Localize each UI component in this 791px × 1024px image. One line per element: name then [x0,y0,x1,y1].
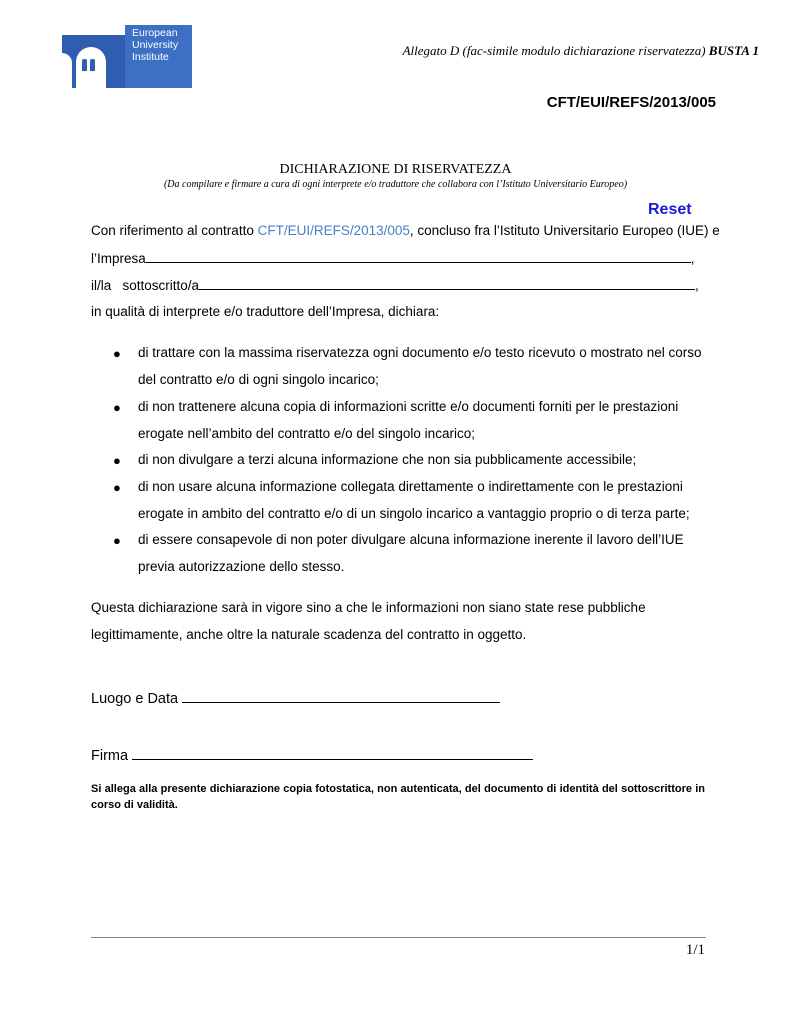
reference-number: CFT/EUI/REFS/2013/005 [546,94,716,111]
bullet-1-line-1: di trattare con la massima riservatezza ogni documento e/o testo ricevuto o mostrato nel corso [138,345,702,360]
bullet-icon: ● [113,480,121,495]
sottoscritto-line [91,277,699,293]
bullet-icon: ● [113,400,121,415]
impresa-label: l’Impresa [91,251,146,266]
eui-logo [62,25,192,88]
attachment-note: Si allega alla presente dichiarazione copia fotostatica, non autenticata, del documento di identità del sottoscrittore in corso di validità. [91,783,705,811]
busta-label: BUSTA 1 [708,43,759,58]
intro-line [91,223,720,238]
intro-prefix: Con riferimento al contratto [91,223,258,238]
firma-label: Firma [91,748,129,764]
document-subtitle: (Da compilare e firmare a cura di ogni interprete e/o traduttore che collabora con l’Istituto Universitario Europeo) [163,179,628,190]
impresa-line [91,250,695,266]
firma-line [91,746,533,764]
document-title: DICHIARAZIONE DI RISERVATEZZA [279,162,512,177]
validity-line-2: legittimamente, anche oltre la naturale scadenza del contratto in oggetto. [91,627,527,642]
eui-building-icon [62,25,125,88]
footer-divider [91,937,706,938]
bullet-4-line-1: di non usare alcuna informazione collegata direttamente o indirettamente con le prestazioni [138,479,683,494]
intro-suffix: , concluso fra l’Istituto Universitario Europeo (IUE) e [409,223,720,238]
sottoscritto-comma: , [695,278,699,293]
bullet-icon: ● [113,533,121,548]
bullet-2-line-2: erogate nell’ambito del contratto e/o del singolo incarico; [138,426,475,441]
impresa-comma: , [690,251,695,266]
luogo-data-field[interactable] [182,689,500,703]
contract-link[interactable]: CFT/EUI/REFS/2013/005 [257,223,410,238]
bullet-icon: ● [113,453,121,468]
bullet-5-line-1: di essere consapevole di non poter divulgare alcuna informazione inerente il lavoro dell’IUE [138,532,684,547]
bullet-4-line-2: erogate in ambito del contratto e/o di un singolo incarico a vantaggio proprio o di terza parte; [138,506,690,521]
sottoscritto-field[interactable] [199,277,695,290]
page-number: 1/1 [685,942,705,958]
allegato-header [403,43,759,59]
bullet-5-line-2: previa autorizzazione dello stesso. [138,559,345,574]
reset-button[interactable]: Reset [648,201,692,218]
allegato-text: Allegato D (fac-simile modulo dichiarazione riservatezza) [402,43,706,58]
qualita-line: in qualità di interprete e/o traduttore dell’Impresa, dichiara: [91,304,440,319]
impresa-field[interactable] [146,250,691,263]
luogo-data-label: Luogo e Data [91,691,179,707]
bullet-1-line-2: del contratto e/o di ogni singolo incarico; [138,372,379,387]
luogo-data-line [91,689,500,707]
bullet-icon: ● [113,346,121,361]
sottoscritto-label: il/la sottoscritto/a [91,278,200,293]
logo-text: European University Institute [132,27,179,63]
validity-line-1: Questa dichiarazione sarà in vigore sino a che le informazioni non siano state rese pubbliche [91,600,646,615]
bullet-2-line-1: di non trattenere alcuna copia di informazioni scritte e/o documenti forniti per le prestazioni [138,399,679,414]
bullet-3-line-1: di non divulgare a terzi alcuna informazione che non sia pubblicamente accessibile; [138,452,637,467]
firma-field[interactable] [132,746,533,760]
